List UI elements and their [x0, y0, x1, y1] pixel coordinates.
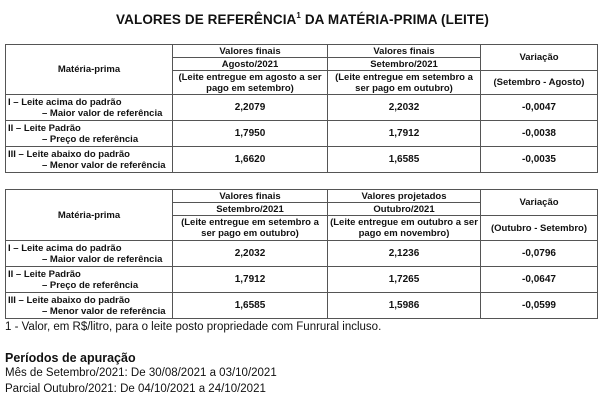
row-label: [6, 121, 173, 147]
variation-cell: -0,0647: [481, 267, 598, 293]
table-row: [6, 267, 598, 293]
value-cell: 2,2032: [328, 95, 481, 121]
variation-cell: -0,0599: [481, 293, 598, 319]
value-cell: 1,5986: [328, 293, 481, 319]
value-cell: 1,7912: [328, 121, 481, 147]
footnote-marker: 1: [296, 11, 301, 20]
page-title: [0, 12, 605, 27]
periods-title: Períodos de apuração: [5, 351, 136, 365]
period-october-partial: Parcial Outubro/2021: De 04/10/2021 a 24/10/2021: [5, 383, 266, 395]
header-variacao: Variação: [481, 45, 598, 71]
row-label: [6, 267, 173, 293]
table-row: [6, 121, 598, 147]
header-col1-month: Agosto/2021: [173, 58, 328, 71]
header-materia-prima: Matéria-prima: [6, 190, 173, 241]
title-text: VALORES DE REFERÊNCIA: [116, 12, 297, 27]
header-variacao: Variação: [481, 190, 598, 216]
row-label-sub: – Preço de referência: [42, 133, 139, 145]
row-label-sub: – Maior valor de referência: [42, 253, 163, 265]
variation-cell: -0,0047: [481, 95, 598, 121]
header-col2-note: (Leite entregue em outubro a ser pago em novembro): [328, 216, 481, 241]
row-label-main: II – Leite Padrão: [8, 268, 81, 280]
value-cell: 1,6585: [173, 293, 328, 319]
variation-cell: -0,0038: [481, 121, 598, 147]
header-col2-note: (Leite entregue em setembro a ser pago em outubro): [328, 71, 481, 95]
row-label: [6, 293, 173, 319]
header-col2-title: Valores finais: [328, 45, 481, 58]
header-col2-month: Setembro/2021: [328, 58, 481, 71]
header-col1-title: Valores finais: [173, 190, 328, 203]
table-row: [6, 293, 598, 319]
row-label-main: III – Leite abaixo do padrão: [8, 294, 130, 306]
value-cell: 1,7912: [173, 267, 328, 293]
row-label-sub: – Menor valor de referência: [42, 305, 166, 317]
period-september: Mês de Setembro/2021: De 30/08/2021 a 03/10/2021: [5, 367, 277, 379]
table-row: [6, 147, 598, 173]
header-col1-note: (Leite entregue em setembro a ser pago em outubro): [173, 216, 328, 241]
variation-cell: -0,0796: [481, 241, 598, 267]
reference-table-august-september: [5, 44, 598, 173]
row-label-main: I – Leite acima do padrão: [8, 96, 122, 108]
header-variacao-note: (Outubro - Setembro): [481, 216, 598, 241]
value-cell: 2,2079: [173, 95, 328, 121]
header-col1-note: (Leite entregue em agosto a ser pago em setembro): [173, 71, 328, 95]
value-cell: 2,2032: [173, 241, 328, 267]
header-col1-month: Setembro/2021: [173, 203, 328, 216]
header-col1-title: Valores finais: [173, 45, 328, 58]
reference-table-september-october: [5, 189, 598, 319]
row-label: [6, 241, 173, 267]
variation-cell: -0,0035: [481, 147, 598, 173]
header-materia-prima: Matéria-prima: [6, 45, 173, 95]
row-label-sub: – Menor valor de referência: [42, 159, 166, 171]
value-cell: 1,7950: [173, 121, 328, 147]
title-suffix: DA MATÉRIA-PRIMA (LEITE): [300, 12, 489, 27]
header-variacao-note: (Setembro - Agosto): [481, 71, 598, 95]
table-row: [6, 95, 598, 121]
header-col2-title: Valores projetados: [328, 190, 481, 203]
row-label-sub: – Maior valor de referência: [42, 107, 163, 119]
row-label-main: I – Leite acima do padrão: [8, 242, 122, 254]
value-cell: 2,1236: [328, 241, 481, 267]
value-cell: 1,6620: [173, 147, 328, 173]
table-row: [6, 241, 598, 267]
row-label: [6, 147, 173, 173]
value-cell: 1,6585: [328, 147, 481, 173]
row-label-sub: – Preço de referência: [42, 279, 139, 291]
header-col2-month: Outubro/2021: [328, 203, 481, 216]
row-label: [6, 95, 173, 121]
row-label-main: III – Leite abaixo do padrão: [8, 148, 130, 160]
footnote: 1 - Valor, em R$/litro, para o leite posto propriedade com Funrural incluso.: [5, 321, 382, 333]
value-cell: 1,7265: [328, 267, 481, 293]
row-label-main: II – Leite Padrão: [8, 122, 81, 134]
